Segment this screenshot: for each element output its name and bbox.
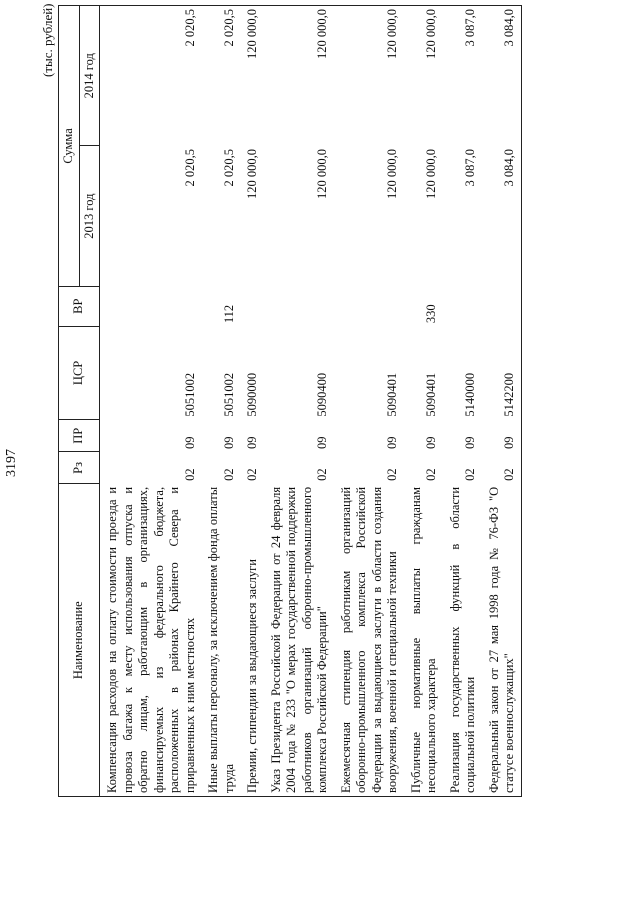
budget-table xyxy=(58,5,522,797)
row-csr: 5090400 xyxy=(315,372,329,417)
row-vr xyxy=(100,286,202,326)
row-sum-2014: 2 020,5 xyxy=(100,6,202,146)
row-rz: 02 xyxy=(221,468,236,481)
row-name: Ежемесячная стипендия работникам организаций оборонно-промышленного комплекса Российской Федерации за выдающиеся заслуги в области создания вооружения, военной и специальной техники xyxy=(334,484,404,797)
header-pr: ПР xyxy=(59,420,100,452)
row-rz: 02 xyxy=(463,468,477,481)
row-pr: 09 xyxy=(424,436,438,449)
row-vr: 330 xyxy=(424,304,438,324)
row-name: Указ Президента Российской Федерации от 24 февраля 2004 года № 233 "О мерах государственной поддержки работников организаций оборонно-промышленного комплекса Российской Федерации" xyxy=(264,484,334,797)
header-sum: Сумма xyxy=(59,6,80,287)
row-csr: 5051002 xyxy=(182,372,197,417)
row-sum-2013: 3 087,0 xyxy=(463,148,477,187)
header-rz: Рз xyxy=(59,452,100,484)
row-csr: 5142200 xyxy=(482,326,522,420)
table-row xyxy=(443,6,482,797)
table-row xyxy=(264,6,334,797)
row-pr: 09 xyxy=(245,436,259,449)
header-year-2013: 2013 год xyxy=(79,146,100,286)
row-csr: 5090401 xyxy=(424,372,438,417)
row-sum-2013: 120 000,0 xyxy=(315,148,329,199)
row-name: Иные выплаты персоналу, за исключением фонда оплаты труда xyxy=(201,484,240,797)
row-sum-2013: 2 020,5 xyxy=(182,148,197,187)
row-name: Публичные нормативные выплаты гражданам несоциального характера xyxy=(404,484,443,797)
row-pr: 09 xyxy=(182,436,197,449)
table-row xyxy=(404,6,443,797)
table-row xyxy=(482,6,522,797)
table-row xyxy=(240,6,264,797)
header-csr: ЦСР xyxy=(59,326,100,420)
row-csr: 5140000 xyxy=(463,372,477,417)
row-pr: 09 xyxy=(315,436,329,449)
units-label: (тыс. рублей) xyxy=(40,3,55,77)
row-pr: 09 xyxy=(385,436,399,449)
row-pr: 09 xyxy=(221,436,236,449)
row-sum-2014: 120 000,0 xyxy=(404,6,443,146)
table-header xyxy=(59,6,100,797)
table-row xyxy=(201,6,240,797)
row-vr xyxy=(264,286,334,326)
row-sum-2014: 3 084,0 xyxy=(482,6,522,146)
row-name: Реализация государственных функций в области социальной политики xyxy=(443,484,482,797)
row-sum-2013: 120 000,0 xyxy=(385,148,399,199)
row-pr: 09 xyxy=(463,436,477,449)
row-sum-2014: 120 000,0 xyxy=(264,6,334,146)
row-rz: 02 xyxy=(482,452,522,484)
row-sum-2013: 120 000,0 xyxy=(245,148,259,199)
row-rz: 02 xyxy=(385,468,399,481)
row-sum-2014: 120 000,0 xyxy=(334,6,404,146)
header-vr: ВР xyxy=(59,286,100,326)
page-number: 3197 xyxy=(4,449,19,477)
row-sum-2013: 3 084,0 xyxy=(482,146,522,286)
row-csr: 5090401 xyxy=(385,372,399,417)
row-sum-2014: 3 087,0 xyxy=(443,6,482,146)
table-body xyxy=(100,6,522,797)
row-sum-2014: 2 020,5 xyxy=(201,6,240,146)
row-rz: 02 xyxy=(315,468,329,481)
row-rz: 02 xyxy=(182,468,197,481)
row-name: Премии, стипендии за выдающиеся заслуги xyxy=(240,484,264,797)
row-sum-2013: 120 000,0 xyxy=(424,148,438,199)
row-vr xyxy=(334,286,404,326)
row-name: Федеральный закон от 27 мая 1998 года № 76-ФЗ "О статусе военнослужащих" xyxy=(482,484,522,797)
row-vr xyxy=(482,286,522,326)
header-name: Наименование xyxy=(59,484,100,797)
row-name: Компенсация расходов на оплату стоимости проезда и провоза багажа к месту использования отпуска и обратно лицам, работающим в организациях, финансируемых из федерального бюджета, расположенных в районах Крайнего Севера и приравненных к ним местностях xyxy=(100,484,202,797)
table-row xyxy=(100,6,202,797)
header-year-2014: 2014 год xyxy=(79,6,100,146)
row-pr: 09 xyxy=(482,420,522,452)
row-rz: 02 xyxy=(424,468,438,481)
row-vr xyxy=(443,286,482,326)
row-vr: 112 xyxy=(221,304,236,324)
row-sum-2014: 120 000,0 xyxy=(240,6,264,146)
row-csr: 5090000 xyxy=(245,372,259,417)
row-rz: 02 xyxy=(245,468,259,481)
table-row xyxy=(334,6,404,797)
row-csr: 5051002 xyxy=(221,372,236,417)
row-vr xyxy=(240,286,264,326)
row-sum-2013: 2 020,5 xyxy=(221,148,236,187)
